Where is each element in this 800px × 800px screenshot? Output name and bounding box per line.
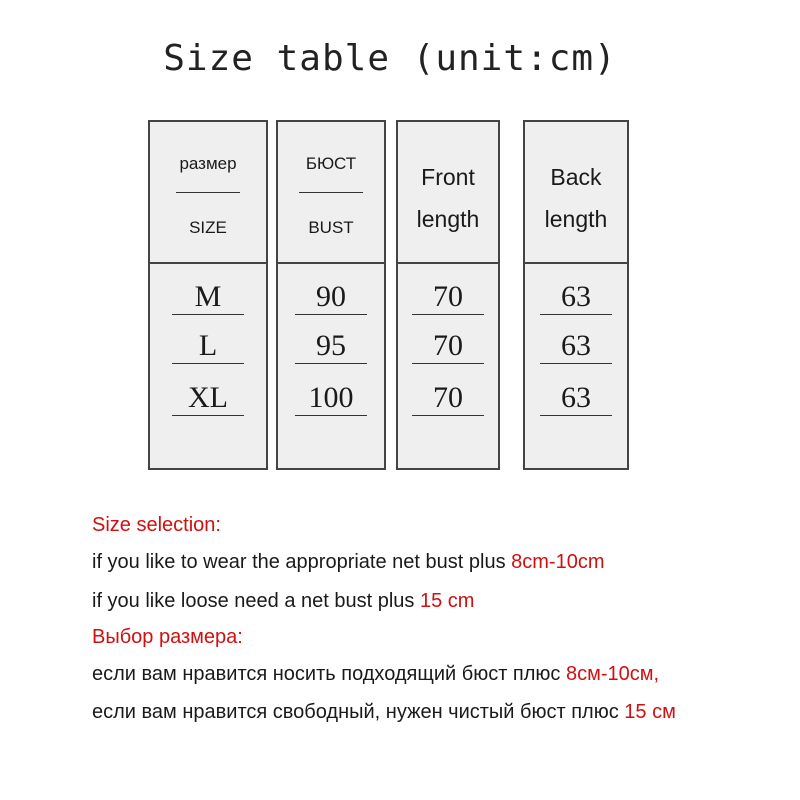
table-cell: 63: [525, 329, 627, 364]
page-title: Size table (unit:cm): [163, 38, 617, 79]
table-cell: XL: [150, 381, 266, 416]
back-length-column: [523, 120, 629, 470]
note-value: 8cm-10cm: [511, 551, 605, 573]
front-length-column: [396, 120, 500, 470]
table-cell: L: [150, 329, 266, 364]
size-column: [148, 120, 268, 470]
note-value: 15 cm: [420, 590, 475, 612]
table-cell: 70: [398, 381, 498, 416]
size-selection-heading: Size selection:: [92, 514, 221, 536]
size-column-header: [150, 122, 266, 264]
size-selection-heading-ru: Выбор размера:: [92, 626, 243, 648]
size-header-en: SIZE: [189, 218, 227, 237]
note-text: если вам нравится носить подходящий бюст плюс: [92, 663, 566, 685]
header-divider: [299, 192, 363, 193]
bust-header-ru: БЮСТ: [305, 154, 357, 173]
table-cell: 70: [398, 280, 498, 315]
table-cell: M: [150, 280, 266, 315]
header-divider: [176, 192, 240, 193]
size-header-ru: размер: [179, 154, 237, 173]
front-header-line1: Front: [421, 164, 475, 190]
note-text: если вам нравится свободный, нужен чистый бюст плюс: [92, 701, 625, 723]
back-length-header: [525, 122, 627, 264]
back-header-line2: length: [544, 206, 608, 232]
note-line-loose-ru: [92, 701, 676, 724]
table-cell: 90: [278, 280, 384, 315]
note-line-loose: [92, 590, 474, 613]
back-header-line1: Back: [550, 164, 602, 190]
bust-column-header: [278, 122, 384, 264]
bust-column: [276, 120, 386, 470]
note-line-fitted-ru: [92, 663, 659, 686]
table-cell: 63: [525, 381, 627, 416]
table-cell: 100: [278, 381, 384, 416]
note-text: if you like to wear the appropriate net bust plus: [92, 551, 512, 573]
table-cell: 63: [525, 280, 627, 315]
table-cell: 95: [278, 329, 384, 364]
note-value: 8см-10см,: [565, 663, 660, 685]
front-length-header: [398, 122, 498, 264]
bust-header-en: BUST: [308, 218, 354, 237]
note-text: if you like loose need a net bust plus: [92, 590, 420, 612]
front-header-line2: length: [416, 206, 480, 232]
table-cell: 70: [398, 329, 498, 364]
note-value: 15 см: [624, 701, 676, 723]
note-line-fitted: [92, 551, 605, 574]
